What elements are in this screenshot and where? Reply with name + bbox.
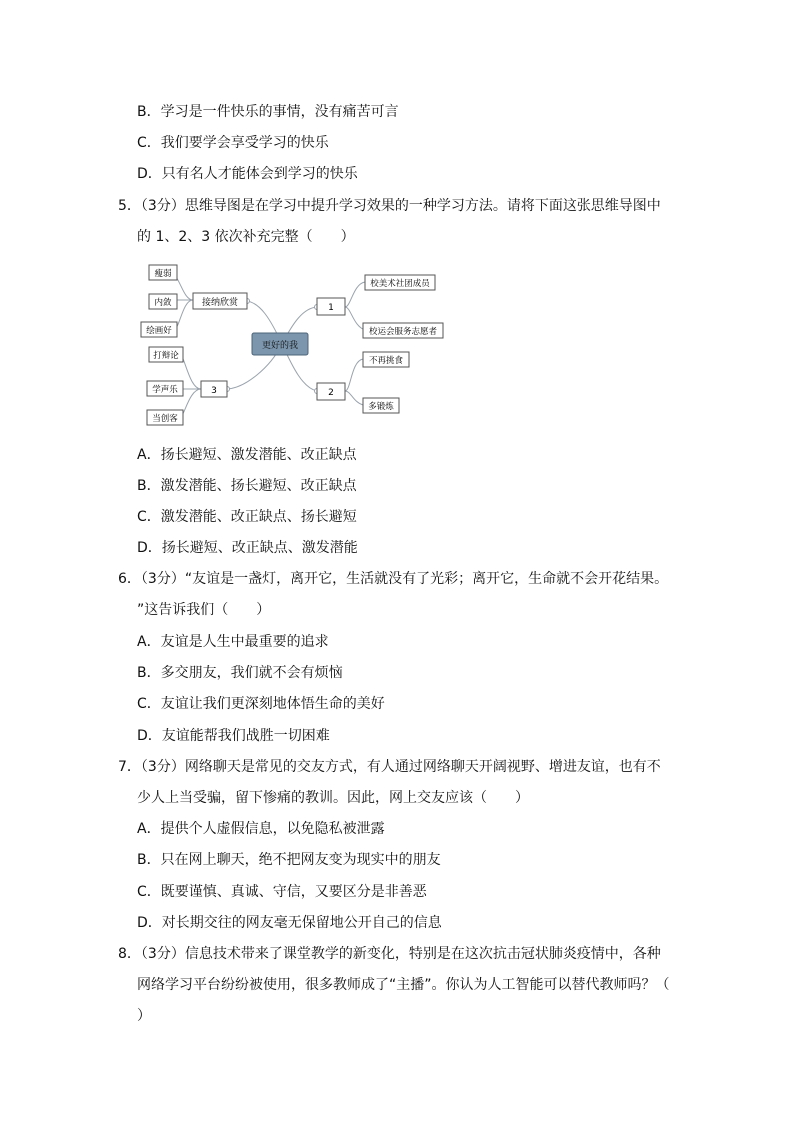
q8-stem-line2: 网络学习平台纷纷被使用，很多教师成了“主播”。你认为人工智能可以替代教师吗？（ [137, 977, 670, 993]
leaf-art-club: 校美术社团成员 [370, 279, 430, 289]
leaf-maker: 当创客 [152, 414, 178, 424]
q6-option-c: C．友谊让我们更深刻地体悟生命的美好 [137, 696, 385, 712]
leaf-vocal-music: 学声乐 [152, 385, 178, 395]
q5-option-c: C．激发潜能、改正缺点、扬长避短 [137, 509, 357, 525]
q7-option-b: B．只在网上聊天，绝不把网友变为现实中的朋友 [137, 852, 441, 868]
q6-option-d: D．友谊能帮我们战胜一切困难 [137, 728, 330, 744]
q5-option-d: D．扬长避短、改正缺点、激发潜能 [137, 540, 358, 556]
q5-option-a: A．扬长避短、激发潜能、改正缺点 [137, 447, 357, 463]
q7-option-d: D．对长期交往的网友毫无保留地公开自己的信息 [137, 915, 442, 931]
q4-option-c: C．我们要学会享受学习的快乐 [137, 135, 329, 151]
branch-1-label: 1 [328, 303, 334, 313]
leaf-introverted: 内敛 [154, 298, 172, 308]
q7-stem-line2: 少人上当受骗，留下惨痛的教训。因此，网上交友应该（ ） [137, 790, 529, 806]
q7-option-c: C．既要谨慎、真诚、守信，又要区分是非善恶 [137, 884, 427, 900]
leaf-good-at-drawing: 绘画好 [146, 326, 172, 336]
q8-stem-line1: 8．（3分）信息技术带来了课堂教学的新变化，特别是在这次抗击冠状肺炎疫情中，各种 [118, 946, 661, 962]
q5-stem-line1: 5．（3分）思维导图是在学习中提升学习效果的一种学习方法。请将下面这张思维导图中 [118, 198, 661, 214]
q6-stem-line2: ”这告诉我们（ ） [137, 602, 271, 618]
q6-option-b: B．多交朋友，我们就不会有烦恼 [137, 665, 343, 681]
q6-option-a: A．友谊是人生中最重要的追求 [137, 634, 329, 650]
leaf-weak: 瘦弱 [154, 269, 172, 279]
leaf-debate: 打辩论 [153, 351, 179, 361]
q8-stem-line3: ） [137, 1008, 151, 1024]
branch-acceptance-label: 接纳欣赏 [201, 298, 239, 308]
q6-stem-line1: 6．（3分）“友谊是一盏灯，离开它，生活就没有了光彩；离开它，生命就不会开花结果。 [118, 571, 669, 587]
q7-stem-line1: 7．（3分）网络聊天是常见的交友方式，有人通过网络聊天开阔视野、增进友谊，也有不 [118, 759, 661, 775]
q7-option-a: A．提供个人虚假信息，以免隐私被泄露 [137, 821, 385, 837]
leaf-no-picky-eating: 不再挑食 [368, 356, 404, 366]
mind-map [135, 258, 445, 428]
leaf-more-exercise: 多锻炼 [368, 402, 394, 412]
branch-3-label: 3 [211, 386, 217, 396]
q4-option-d: D．只有名人才能体会到学习的快乐 [137, 166, 358, 182]
q4-option-b: B．学习是一件快乐的事情，没有痛苦可言 [137, 104, 399, 120]
q5-stem-line2: 的 1、2、3 依次补充完整（ ） [137, 229, 355, 245]
branch-2-label: 2 [328, 388, 334, 398]
leaf-sports-volunteer: 校运会服务志愿者 [368, 327, 438, 337]
q5-option-b: B．激发潜能、扬长避短、改正缺点 [137, 478, 357, 494]
mind-map-center-label: 更好的我 [261, 341, 299, 351]
